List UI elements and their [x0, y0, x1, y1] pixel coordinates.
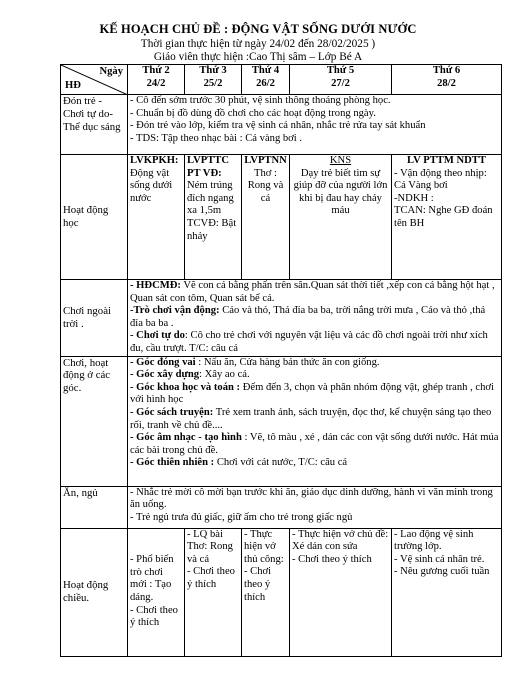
corner-cell: [61, 65, 128, 95]
list-item: [130, 457, 499, 470]
plan-teacher-line: Giáo viên thực hiện :Cao Thị sâm – Lớp Bé A: [153, 51, 363, 63]
list-item: [130, 280, 499, 305]
day-name: Thứ 3: [199, 65, 227, 76]
day-header-tue: [185, 65, 242, 95]
day-date: 28/2: [437, 77, 456, 89]
day-name: Thứ 4: [251, 65, 280, 76]
hoc-content-extra: -NDKH :: [394, 192, 434, 204]
hoc-field-heading: LVPTTC PT VĐ:: [187, 155, 229, 179]
list-item: - Trẻ ngủ trưa đủ giấc, giữ ấm cho trẻ trong giấc ngủ: [130, 511, 353, 523]
choi-ngoai-troi-content: [128, 280, 502, 357]
item-label: - Góc sách truyện:: [130, 406, 214, 418]
hoc-cell-wed: [242, 155, 290, 280]
corner-activity-label: HĐ: [65, 80, 81, 92]
list-item: [130, 382, 499, 407]
item-text: : Vẽ, tô màu , xé , dán các con vật sống dưới nước. Hát múa các bài trong chủ đề.: [130, 432, 499, 456]
item-label: - Góc âm nhạc - tạo hình: [130, 432, 242, 444]
hoc-cell-fri: [392, 155, 502, 280]
chieu-cell-fri: - Lao động vệ sinh trường lớp. - Vệ sinh cá nhân trẻ. - Nêu gương cuối tuần: [392, 528, 502, 656]
list-item: - Nhắc trẻ mời cô mời bạn trước khi ăn, giáo dục dinh dưỡng, hành vi văn minh trong ăn uống.: [130, 486, 493, 511]
item-label: - Chơi tự do: [130, 330, 185, 342]
hoc-content: Dạy trẻ biết tìm sự giúp đỡ của người lớn khi bị đau hay chảy máu: [293, 167, 388, 217]
plan-title: KẾ HOẠCH CHỦ ĐỀ : ĐỘNG VẬT SỐNG DƯỚI NƯỚC: [99, 22, 417, 36]
list-item: [130, 357, 499, 370]
row-don-tre: [61, 95, 502, 155]
row-label-hoat-dong-hoc: Hoạt động học: [61, 155, 128, 280]
list-item: [130, 432, 499, 457]
row-hoat-dong-hoc: [61, 155, 502, 280]
day-date: 24/2: [146, 77, 166, 89]
hoc-content-extra: TCVĐ: Bật nhảy: [187, 217, 237, 242]
row-label-choi-goc: Chơi, hoạt động ở các góc.: [61, 356, 128, 486]
list-item: - TDS: Tập theo nhạc bài : Cá vàng bơi .: [130, 132, 303, 144]
chieu-cell-thu: - Thực hiện vở chủ đề: Xé dán con sứa - Chơi theo ý thích: [290, 528, 392, 656]
item-text: : Xây ao cá.: [199, 369, 250, 381]
item-text: Chơi với cát nước, T/C: câu cá: [214, 457, 348, 469]
row-an-ngu: [61, 486, 502, 528]
hoc-content-extra: TCAN: Nghe GĐ đoán tên BH: [394, 205, 493, 229]
row-hoat-dong-chieu: [61, 528, 502, 656]
item-text: : Nấu ăn, Cửa hàng bán thức ăn con giống.: [195, 356, 380, 368]
hoc-content: Động vật sống dưới nước: [130, 167, 173, 204]
day-header-fri: [392, 65, 502, 95]
day-name: Thứ 6: [432, 65, 461, 76]
day-name: Thứ 2: [142, 65, 170, 76]
day-date: 27/2: [331, 77, 350, 89]
hoc-cell-mon: [128, 155, 185, 280]
item-label: - Góc xây dựng: [130, 369, 200, 381]
hoc-cell-thu: [290, 155, 392, 280]
item-text: Cáo và thỏ, Thả đỉa ba ba, trời nắng trời mưa , Cáo và thỏ ,thả đỉa ba ba .: [130, 305, 486, 329]
item-text: Trẻ xem tranh ảnh, sách truyện, đọc thơ, kể chuyện sáng tạo theo rối, tranh về chủ đề....: [130, 406, 492, 431]
chieu-cell-wed: - Thực hiện vở thủ công: - Chơi theo ý thích: [242, 528, 290, 656]
row-label-don-tre: Đón trẻ - Chơi tự do- Thể dục sáng: [61, 95, 128, 155]
chieu-cell-tue: - LQ bài Thơ: Rong và cá - Chơi theo ý thích: [185, 528, 242, 656]
row-label-choi-ngoai-troi: Chơi ngoài trời .: [61, 280, 128, 357]
list-item: [130, 369, 499, 382]
an-ngu-content: [128, 486, 502, 528]
list-item: [130, 330, 499, 355]
table-header-row: [61, 65, 502, 95]
hoc-field-heading: LVPTNN: [244, 155, 287, 166]
list-item: - Chuẩn bị đồ dùng đồ chơi cho các hoạt động trong ngày.: [130, 107, 376, 119]
item-label: - Góc thiên nhiên :: [130, 457, 215, 469]
day-header-mon: [128, 65, 185, 95]
hoc-field-heading: LVKPKH:: [130, 155, 179, 166]
plan-time-line: Thời gian thực hiện từ ngày 24/02 đến 28/02/2025 ): [140, 38, 376, 50]
list-item: - Cô đến sớm trước 30 phút, vệ sinh thông thoáng phòng học.: [130, 95, 391, 106]
list-item: [130, 305, 499, 330]
weekly-plan-table: [60, 64, 502, 657]
list-item: [130, 407, 499, 432]
item-text: : Cô cho trẻ chơi với nguyên vật liệu và các đồ chơi ngoài trời như xích đu, cầu trượt. T/C: câu cá: [130, 330, 488, 354]
row-choi-goc: [61, 356, 502, 486]
day-date: 25/2: [203, 77, 223, 89]
hoc-cell-tue: [185, 155, 242, 280]
day-header-wed: [242, 65, 290, 95]
hoc-content: Ném trúng đích ngang xa 1,5m: [187, 180, 234, 217]
day-name: Thứ 5: [326, 65, 355, 76]
item-text: Đếm đến 3, chọn và phân nhóm động vật, ghép tranh , chơi với hình học: [130, 381, 494, 406]
choi-goc-content: [128, 356, 502, 486]
hoc-content: - Vận động theo nhịp: Cá Vàng bơi: [394, 167, 487, 192]
hoc-field-heading: KNS: [329, 155, 352, 166]
don-tre-content: [128, 95, 502, 155]
item-label: - Góc đóng vai: [130, 356, 196, 368]
row-label-hoat-dong-chieu: Hoạt động chiều.: [61, 528, 128, 656]
chieu-cell-mon: - Phổ biến trò chơi mới : Tạo dáng. - Chơi theo ý thích: [128, 528, 185, 656]
item-text: Vẽ con cá bằng phấn trên sân.Quan sát thời tiết ,xếp con cá bằng hột hạt , Quan sát con tôm, Quan sát bể cá.: [130, 280, 495, 304]
corner-day-label: Ngày: [99, 66, 123, 77]
item-label: - HĐCMĐ:: [130, 280, 181, 291]
row-label-an-ngu: Ăn, ngủ: [61, 486, 128, 528]
list-item: - Đón trẻ vào lớp, kiểm tra vệ sinh cá nhân, nhắc trẻ rửa tay sát khuẩn: [130, 120, 426, 132]
item-label: - Góc khoa học và toán :: [130, 381, 241, 393]
hoc-field-heading: LV PTTM NDTT: [407, 155, 486, 166]
day-header-thu: [290, 65, 392, 95]
item-label: -Trò chơi vận động:: [130, 305, 220, 317]
row-choi-ngoai-troi: [61, 280, 502, 357]
hoc-content: Thơ : Rong và cá: [247, 167, 284, 204]
day-date: 26/2: [256, 77, 275, 89]
